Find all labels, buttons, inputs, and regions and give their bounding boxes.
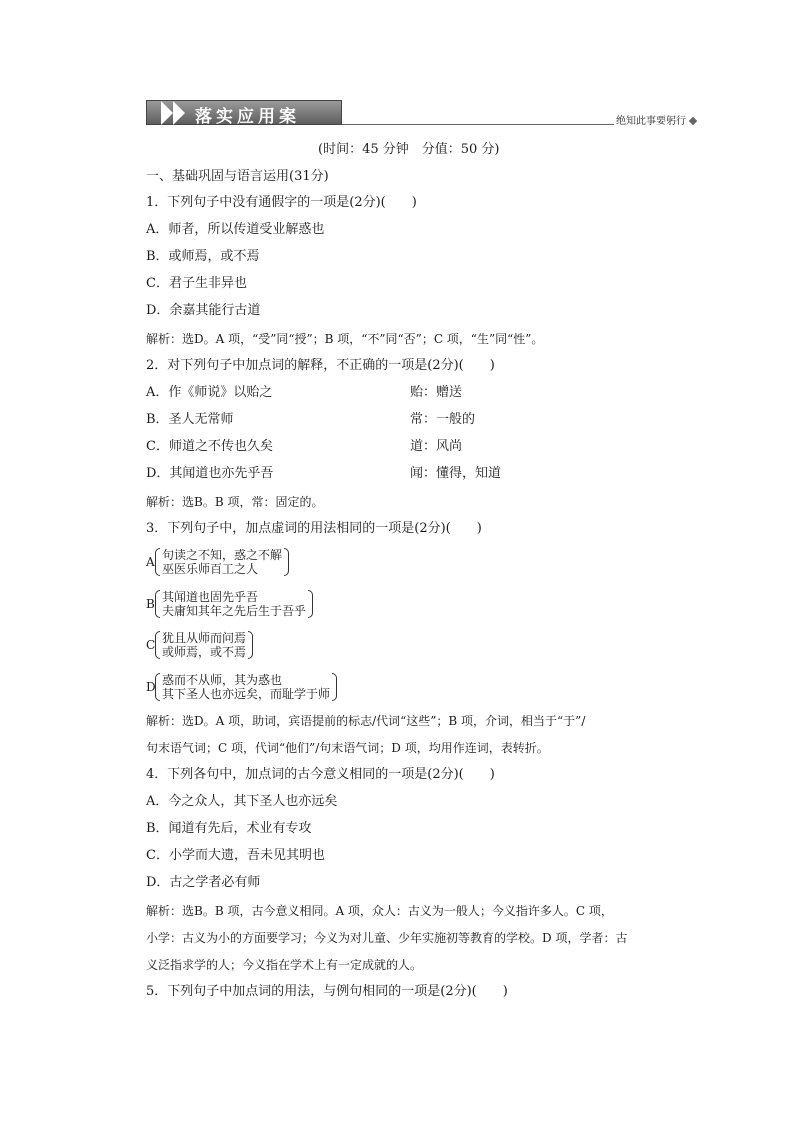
- header-banner: [146, 100, 342, 125]
- option-line: 巫医乐师百工之人: [162, 562, 259, 576]
- time-score-info: (时间：45 分钟 分值：50 分): [318, 142, 500, 157]
- q1-analysis: 解析：选D。A 项，“受”同“授”；B 项，“不”同“否”；C 项，“生”同“性”。: [146, 332, 544, 346]
- q1-option-c: C．君子生非异也: [146, 276, 247, 291]
- right-brace: [248, 631, 253, 659]
- option-line: 惑而不从师，其为惑也: [162, 673, 283, 687]
- left-brace: [155, 631, 160, 659]
- option-line: 句读之不知，惑之不解: [162, 548, 283, 562]
- page-title: 落实应用案: [195, 107, 300, 127]
- left-brace: [155, 590, 160, 618]
- q3-option-c: [146, 631, 253, 659]
- q2-analysis: 解析：选B。B 项，常：固定的。: [146, 495, 324, 509]
- question-4-stem: 4．下列各句中，加点词的古今意义相同的一项是(2分)( ): [146, 767, 495, 782]
- option-line: 犹且从师而问焉: [162, 631, 247, 645]
- header-rule: [342, 124, 614, 125]
- q3-analysis-line-2: 句末语气词；C 项，代词“他们”/句末语气词；D 项，均用作连词，表转折。: [146, 741, 549, 755]
- right-brace: [332, 673, 337, 701]
- chevron-right-icon: [161, 101, 173, 125]
- question-1-stem: 1．下列句子中没有通假字的一项是(2分)( ): [146, 195, 417, 210]
- q2-meaning-c: 道：风尚: [410, 439, 463, 454]
- q4-analysis-line-2: 小学：古义为小的方面要学习；今义为对儿童、少年实施初等教育的学校。D 项，学者：古: [146, 931, 628, 945]
- option-label: C: [146, 638, 156, 652]
- option-line: 夫庸知其年之先后生于吾乎: [162, 604, 307, 618]
- header-slogan: 绝知此事要躬行: [616, 112, 696, 127]
- left-brace: [155, 548, 160, 576]
- option-label: B: [146, 597, 155, 611]
- q2-meaning-b: 常：一般的: [410, 412, 476, 427]
- section-heading: 一、基础巩固与语言运用(31分): [146, 169, 329, 184]
- q3-analysis-line-1: 解析：选D。A 项，助词，宾语提前的标志/代词“这些”；B 项，介词，相当于“于”/: [146, 714, 586, 728]
- option-label: A: [146, 555, 155, 569]
- q4-option-c: C．小学而大遗，吾未见其明也: [146, 848, 325, 863]
- q4-option-d: D．古之学者必有师: [146, 875, 261, 890]
- q4-analysis-line-1: 解析：选B。B 项，古今意义相同。A 项，众人：古义为一般人；今义指许多人。C 项，: [146, 904, 613, 918]
- option-line: 其闻道也固先乎吾: [162, 590, 259, 604]
- q4-analysis-line-3: 义泛指求学的人；今义指在学术上有一定成就的人。: [146, 958, 423, 972]
- right-brace: [284, 548, 289, 576]
- q2-option-b: B．圣人无常师: [146, 412, 234, 427]
- q1-option-d: D．余嘉其能行古道: [146, 303, 261, 318]
- q3-option-a: [146, 548, 289, 576]
- q4-option-a: A．今之众人，其下圣人也亦远矣: [146, 794, 338, 809]
- option-label: D: [146, 680, 156, 694]
- option-line: 或师焉，或不焉: [162, 645, 247, 659]
- question-3-stem: 3．下列句子中，加点虚词的用法相同的一项是(2分)( ): [146, 521, 482, 536]
- option-line: 其下圣人也亦远矣，而耻学于师: [162, 687, 331, 701]
- q2-option-a: A．作《师说》以贻之: [146, 385, 273, 400]
- question-2-stem: 2．对下列句子中加点词的解释，不正确的一项是(2分)( ): [146, 358, 495, 373]
- q1-option-a: A．师者，所以传道受业解惑也: [146, 222, 325, 237]
- q3-option-d: [146, 673, 337, 701]
- q2-option-d: D．其闻道也亦先乎吾: [146, 466, 274, 481]
- right-brace: [308, 590, 313, 618]
- q2-meaning-d: 闻：懂得，知道: [410, 466, 502, 481]
- question-5-stem: 5．下列句子中加点词的用法，与例句相同的一项是(2分)( ): [146, 984, 508, 999]
- q2-option-c: C．师道之不传也久矣: [146, 439, 273, 454]
- q4-option-b: B．闻道有先后，术业有专攻: [146, 821, 312, 836]
- q1-option-b: B．或师焉，或不焉: [146, 249, 260, 264]
- diamond-icon: [689, 117, 697, 125]
- chevron-right-icon: [173, 101, 185, 125]
- q3-option-b: [146, 590, 313, 618]
- left-brace: [155, 673, 160, 701]
- q2-meaning-a: 贻：赠送: [410, 385, 463, 400]
